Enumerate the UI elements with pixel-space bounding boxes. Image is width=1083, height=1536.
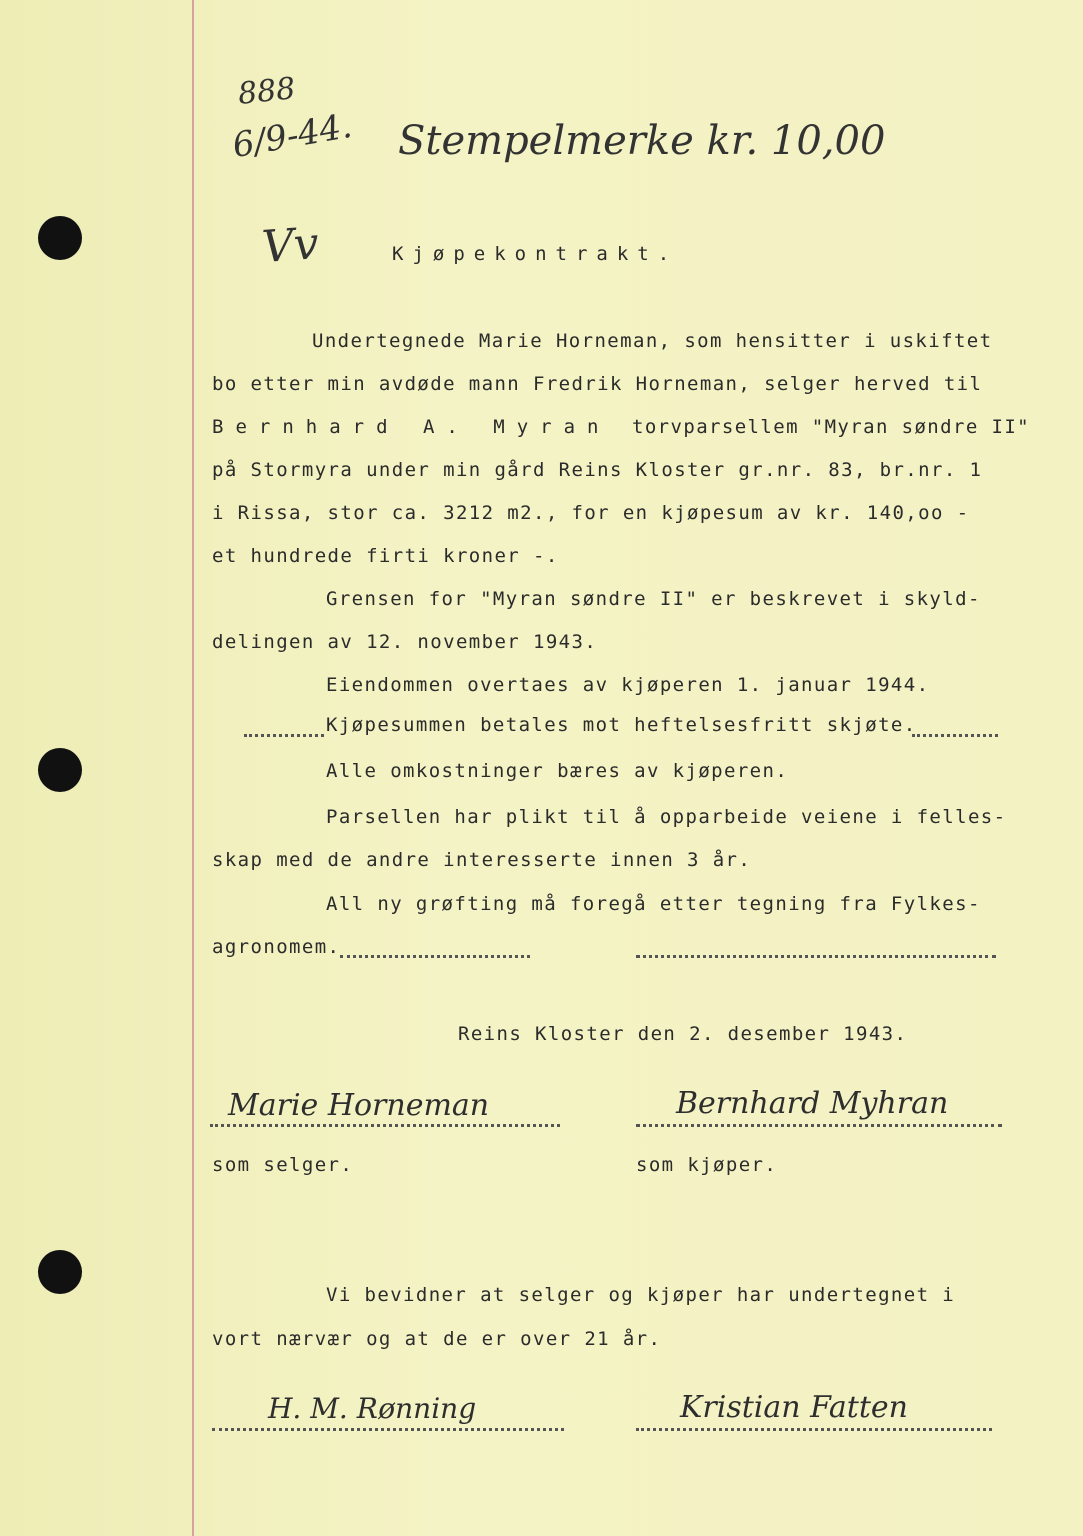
body-line: Kjøpesummen betales mot heftelsesfritt skjøte. xyxy=(326,714,917,736)
witness2-signature: Kristian Fatten xyxy=(680,1390,908,1425)
fill-dots xyxy=(244,734,324,737)
body-line: Parsellen har plikt til å opparbeide veiene i felles- xyxy=(326,806,1007,828)
body-line: torvparsellem "Myran søndre II" xyxy=(632,416,1031,438)
body-line: skap med de andre interesserte innen 3 år. xyxy=(212,849,752,871)
place-date: Reins Kloster den 2. desember 1943. xyxy=(458,1023,908,1045)
initial-mark: Vv xyxy=(260,218,321,273)
document-date: 6/9-44. xyxy=(229,105,355,167)
punch-hole xyxy=(38,216,82,260)
margin-rule xyxy=(192,0,194,1536)
stamp-fee-note: Stempelmerke kr. 10,00 xyxy=(398,118,886,164)
document-title: Kjøpekontrakt. xyxy=(392,243,679,265)
body-line: på Stormyra under min gård Reins Kloster gr.nr. 83, br.nr. 1 xyxy=(212,459,983,481)
witness1-signature: H. M. Rønning xyxy=(268,1392,477,1425)
signature-line xyxy=(212,1428,564,1431)
body-line: Grensen for "Myran søndre II" er beskrevet i skyld- xyxy=(326,588,981,610)
fill-dots xyxy=(636,955,996,958)
body-line: Eiendommen overtaes av kjøperen 1. januar 1944. xyxy=(326,674,930,696)
signature-line xyxy=(636,1428,992,1431)
buyer-role: som kjøper. xyxy=(636,1154,778,1176)
punch-hole xyxy=(38,1250,82,1294)
punch-hole xyxy=(38,748,82,792)
body-line: All ny grøfting må foregå etter tegning fra Fylkes- xyxy=(326,893,981,915)
body-line: Undertegnede Marie Horneman, som hensitter i uskiftet xyxy=(312,330,993,352)
buyer-name: Bernhard A. Myran xyxy=(212,416,611,438)
witness-text: vort nærvær og at de er over 21 år. xyxy=(212,1328,662,1350)
seller-role: som selger. xyxy=(212,1154,354,1176)
body-line: bo etter min avdøde mann Fredrik Horneman, selger herved til xyxy=(212,373,983,395)
witness-text: Vi bevidner at selger og kjøper har undertegnet i xyxy=(326,1284,956,1306)
signature-line xyxy=(636,1124,1002,1127)
document-number: 888 xyxy=(236,71,297,112)
body-line: delingen av 12. november 1943. xyxy=(212,631,598,653)
body-line: i Rissa, stor ca. 3212 m2., for en kjøpesum av kr. 140,oo - xyxy=(212,502,970,524)
signature-line xyxy=(210,1124,560,1127)
body-line: agronomem. xyxy=(212,936,341,958)
buyer-signature: Bernhard Myhran xyxy=(676,1086,949,1121)
body-line: Alle omkostninger bæres av kjøperen. xyxy=(326,760,789,782)
fill-dots xyxy=(340,955,530,958)
body-line: et hundrede firti kroner -. xyxy=(212,545,559,567)
seller-signature: Marie Horneman xyxy=(228,1088,490,1123)
fill-dots xyxy=(912,734,998,737)
